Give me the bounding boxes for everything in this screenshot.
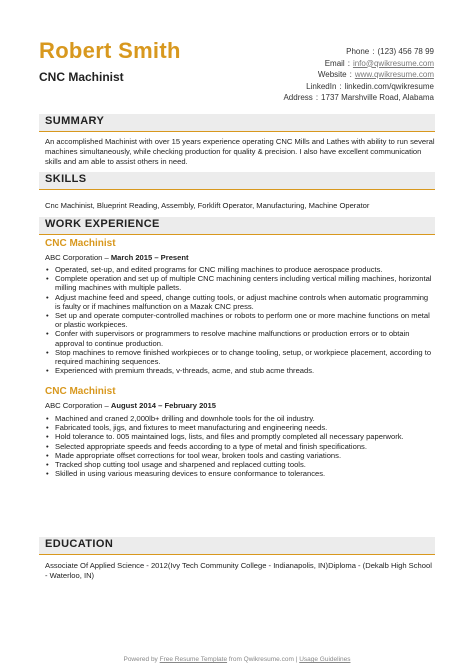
education-heading: EDUCATION: [45, 538, 114, 550]
usage-guidelines-link[interactable]: Usage Guidelines: [299, 656, 351, 663]
list-item: • Complete operation and set up of multiple CNC machining centers including vertical milling machines, horizontal milling machines with multiple pallets.: [46, 274, 432, 293]
summary-section-header: [39, 114, 435, 132]
job-2-company: ABC Corporation: [45, 401, 103, 410]
experience-heading: WORK EXPERIENCE: [45, 218, 160, 230]
page-footer: Powered by Free Resume Template from Qwikresume.com | Usage Guidelines: [123, 656, 351, 663]
candidate-name: Robert Smith: [39, 38, 181, 63]
summary-text: An accomplished Machinist with over 15 years experience operating CNC Mills and Lathes with ability to run several machines simultaneously, while checking production for quality & precision. I also have excellent communication skills and am able to assist others in need.: [45, 137, 435, 166]
list-item: • Selected appropriate speeds and feeds according to a type of metal and finish specifications.: [46, 441, 367, 451]
contact-address: Address : 1737 Marshville Road, Alabama: [283, 93, 434, 102]
job-2-meta: ABC Corporation – August 2014 – February 2015: [45, 401, 216, 410]
job-1-title: CNC Machinist: [45, 238, 116, 249]
job-2-bullets: [45, 414, 435, 478]
contact-phone: Phone : (123) 456 78 99: [346, 47, 434, 56]
list-item: • Confer with supervisors or programmers to resolve machine malfunctions or production errors or to obtain approval to continue production.: [46, 329, 410, 348]
job-1-meta: ABC Corporation – March 2015 – Present: [45, 253, 189, 262]
list-item: • Tracked shop cutting tool usage and sharpened and replaced cutting tools.: [46, 460, 306, 470]
experience-section-header: [39, 217, 435, 235]
job-1-bullets: [45, 265, 435, 375]
job-1-dates: March 2015 – Present: [110, 253, 189, 262]
contact-website: Website : www.qwikresume.com: [317, 70, 434, 79]
list-item: • Hold tolerance to. 005 maintained logs, lists, and files and promptly completed all necessary paperwork.: [46, 432, 404, 442]
contact-email: Email : info@qwikresume.com: [324, 58, 434, 68]
education-section-header: [39, 537, 435, 555]
list-item: • Fabricated tools, jigs, and fixtures to meet manufacturing and engineering needs.: [46, 423, 328, 433]
free-template-link[interactable]: Free Resume Template: [159, 656, 228, 663]
list-item: • Set up and operate computer-controlled machines or robots to perform one or more machine functions on metal or plastic workpieces.: [46, 311, 430, 330]
list-item: • Machined and craned 2,000lb+ drilling and downhole tools for the oil industry.: [46, 414, 315, 423]
list-item: • Operated, set-up, and edited programs for CNC milling machines to produce aerospace products.: [46, 265, 383, 274]
list-item: • Stop machines to remove finished workpieces or to change tooling, setup, or workpiece placement, according to required machining sequences.: [46, 347, 432, 367]
job-1-company: ABC Corporation: [45, 253, 103, 262]
skills-heading: SKILLS: [45, 173, 87, 185]
list-item: • Experienced with premium threads, v-threads, acme, and stub acme threads.: [46, 366, 315, 376]
summary-heading: SUMMARY: [45, 115, 105, 127]
candidate-title: CNC Machinist: [39, 70, 124, 84]
list-item: • Made appropriate offset corrections for tool wear, broken tools and casting variations.: [46, 450, 342, 460]
job-2-title: CNC Machinist: [45, 386, 116, 397]
skills-text: Cnc Machinist, Blueprint Reading, Assembly, Forklift Operator, Manufacturing, Machine Operator: [45, 201, 370, 210]
contact-block: [194, 46, 434, 104]
website-link[interactable]: www.qwikresume.com: [354, 70, 434, 79]
education-text: Associate Of Applied Science - 2012(Ivy Tech Community College - Indianapolis, IN)Diploma - (Dekalb High School - Waterloo, IN): [45, 561, 432, 580]
contact-linkedin: LinkedIn : linkedin.com/qwikresume: [306, 81, 434, 91]
list-item: • Adjust machine feed and speed, change cutting tools, or adjust machine controls when automatic programming is faulty or if machines malfunction on a Mazak CNC press.: [46, 292, 429, 311]
skills-section-header: [39, 172, 435, 190]
list-item: • Skilled in using various measuring devices to ensure conformance to tolerances.: [46, 469, 326, 479]
job-2-dates: August 2014 – February 2015: [110, 401, 216, 410]
email-link[interactable]: info@qwikresume.com: [352, 58, 434, 68]
